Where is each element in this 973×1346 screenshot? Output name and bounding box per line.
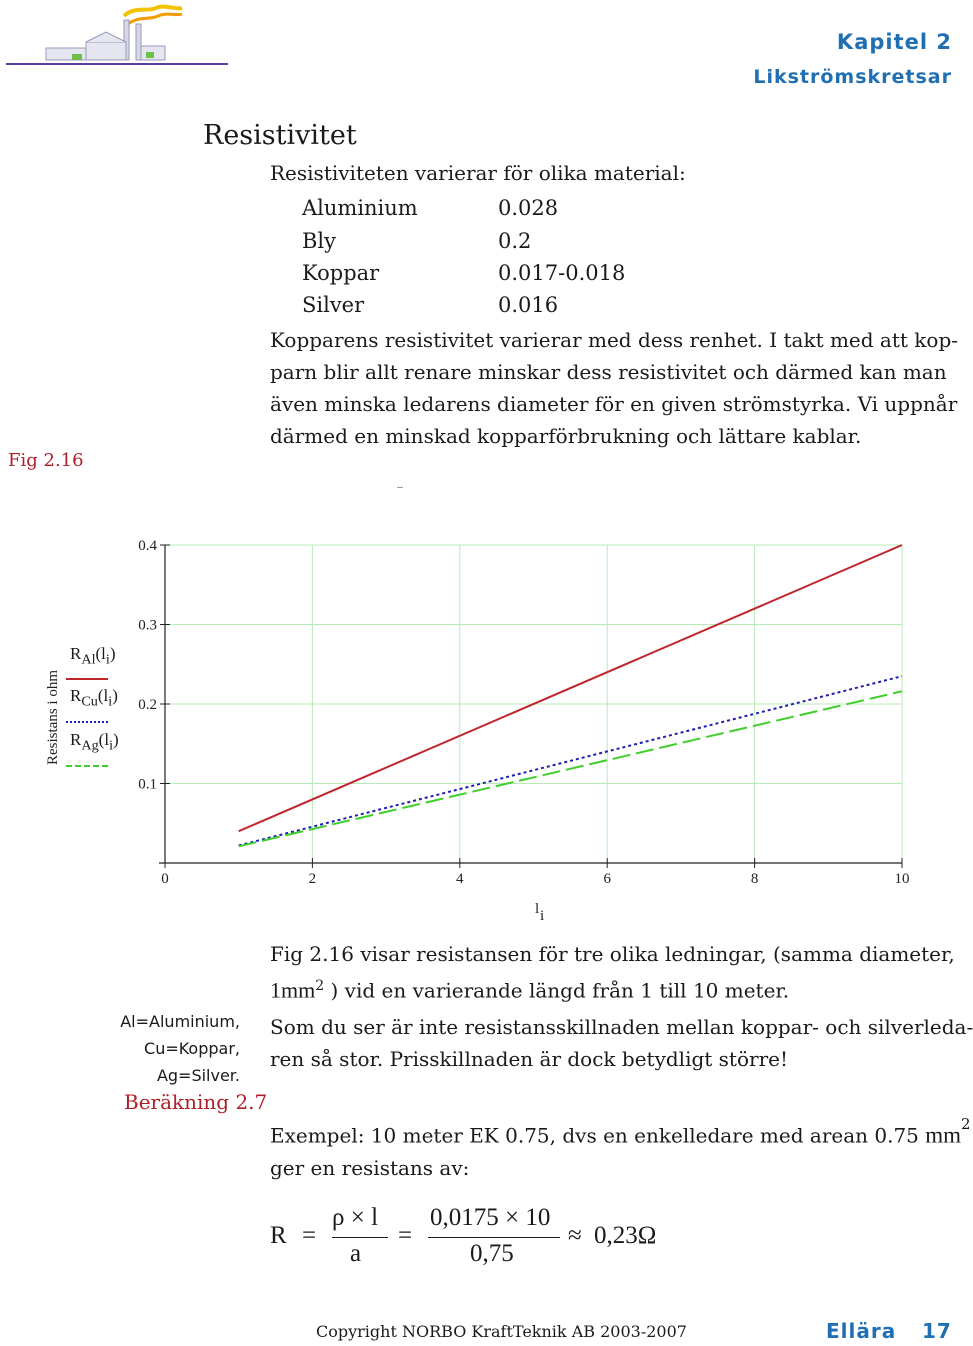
section-intro: Resistiviteten varierar för olika material: <box>270 161 686 185</box>
x-tick-label: 10 <box>894 871 910 887</box>
formula-approx: ≈ <box>568 1222 582 1249</box>
formula-denominator-1: a <box>350 1240 362 1267</box>
calc-label: Beräkning 2.7 <box>124 1090 268 1114</box>
copyright: Copyright NORBO KraftTeknik AB 2003-2007 <box>316 1322 687 1341</box>
body-line <box>270 970 960 1007</box>
x-tick-label: 4 <box>456 871 464 887</box>
unit-mm: 1mm <box>270 977 316 1003</box>
unit-mm-2: mm <box>925 1122 962 1148</box>
y-tick-label: 0.1 <box>138 776 157 793</box>
y-tick-label: 0.3 <box>138 617 157 634</box>
section-title: Resistivitet <box>203 120 357 151</box>
legend-entry-ag: $R_{Ag}(l_i)$ <box>70 730 119 754</box>
x-axis-label: l <box>535 901 540 917</box>
legend-line-ag <box>66 765 108 767</box>
material-name: Aluminium <box>302 196 418 220</box>
example-line: Exempel: 10 meter EK 0.75, dvs en enkelledare med arean 0.75 $mm^2$ <box>270 1115 971 1148</box>
material-value: 0.017-0.018 <box>498 261 626 285</box>
formula-equals: = <box>302 1222 317 1249</box>
formula <box>270 1200 690 1280</box>
chart-legend <box>66 640 146 780</box>
x-tick-label: 0 <box>161 871 169 887</box>
material-name: Silver <box>302 293 365 317</box>
series-line-cu <box>239 676 902 845</box>
x-tick-label: 8 <box>750 871 759 887</box>
paragraph <box>270 324 960 452</box>
y-tick-label: 0.4 <box>138 538 157 554</box>
x-tick-label: 2 <box>308 871 317 887</box>
paragraph-line: parn blir allt renare minskar dess resistivitet och därmed kan man <box>270 360 947 384</box>
legend-line-al <box>66 678 108 680</box>
series-line-al <box>239 545 902 831</box>
side-note-line: Cu=Koppar, <box>144 1039 240 1058</box>
paragraph-line: därmed en minskad kopparförbrukning och lättare kablar. <box>270 424 862 448</box>
material-name: Bly <box>302 229 337 253</box>
formula-result: 0,23Ω <box>594 1222 657 1249</box>
paragraph-line: även minska ledarens diameter för en given strömstyrka. Vi uppnår <box>270 392 958 416</box>
side-note-line: Ag=Silver. <box>156 1066 240 1085</box>
unit-exponent-2: 2 <box>961 1115 971 1133</box>
material-name: Koppar <box>302 261 380 285</box>
formula-lhs: R <box>270 1222 287 1249</box>
x-tick-label: 6 <box>603 871 611 887</box>
y-tick-label: 0.2 <box>138 697 157 713</box>
side-note <box>100 1008 240 1089</box>
figure-label: Fig 2.16 <box>8 450 84 471</box>
formula-numerator-1: ρ × l <box>332 1204 379 1231</box>
fraction-bar-1 <box>332 1237 388 1238</box>
divider-mark <box>397 487 403 488</box>
formula-denominator-2: 0,75 <box>470 1240 514 1267</box>
footer-book: Ellära <box>826 1319 897 1343</box>
body-line-rest: ) vid en varierande längd från 1 till 10 meter. <box>330 978 790 1003</box>
y-axis-label: Resistans i ohm <box>45 669 61 765</box>
unit-exponent: 2 <box>315 978 325 994</box>
legend-entry-cu: $R_{Cu}(l_i)$ <box>70 686 118 710</box>
legend-line-cu <box>66 721 108 723</box>
x-axis-label-sub: i <box>540 908 545 924</box>
body-line: Fig 2.16 visar resistansen för tre olika ledningar, (samma diameter, <box>270 942 955 966</box>
chapter-title: Kapitel 2 <box>836 30 952 54</box>
chapter-subtitle: Likströmskretsar <box>753 66 952 88</box>
body-line: Som du ser är inte resistansskillnaden mellan koppar- och silverleda- <box>270 1014 973 1039</box>
body-text-2 <box>270 938 973 1075</box>
fraction-bar-2 <box>428 1237 560 1238</box>
legend-entry-al: $R_{Al}(l_i)$ <box>70 644 116 668</box>
paragraph-line: Kopparens resistivitet varierar med dess renhet. I takt med att kop- <box>270 328 959 352</box>
page-number: 17 <box>922 1319 952 1343</box>
material-value: 0.016 <box>498 293 559 317</box>
material-value: 0.2 <box>498 229 532 253</box>
series-line-ag <box>239 691 902 846</box>
formula-numerator-2: 0,0175 × 10 <box>430 1204 551 1231</box>
body-line: ren så stor. Prisskillnaden är dock betydligt större! <box>270 1046 788 1071</box>
formula-equals-2: = <box>398 1222 413 1249</box>
factory-logo <box>6 2 230 68</box>
side-note-line: Al=Aluminium, <box>120 1012 240 1031</box>
example-line: ger en resistans av: <box>270 1155 470 1180</box>
example-text <box>270 1114 971 1184</box>
material-value: 0.028 <box>498 196 559 220</box>
